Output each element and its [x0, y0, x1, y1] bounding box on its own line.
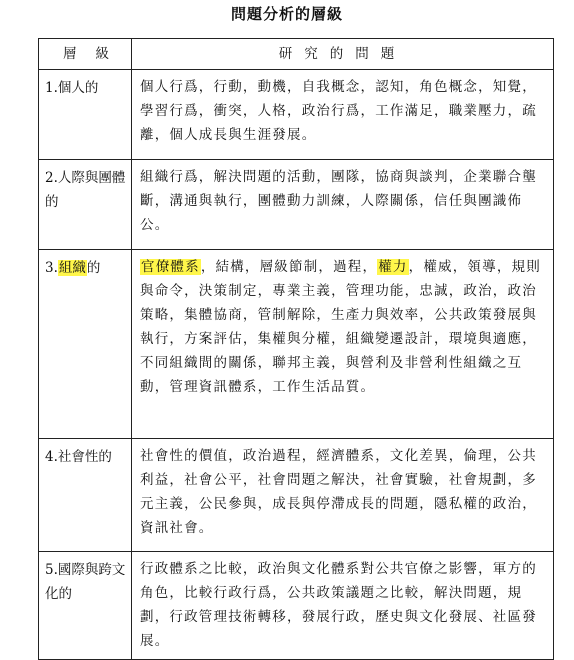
table-row: [39, 70, 554, 160]
table-header-row: [39, 39, 554, 70]
header-level-char-1: 層: [63, 46, 77, 62]
highlighted-term: 權力: [378, 259, 408, 275]
level-number: 1.: [45, 80, 58, 96]
highlighted-term: 官僚體系: [141, 259, 200, 275]
topic-text: ，權威，領導，規則與命令，決策制定，專業主義，管理功能，忠誠，政治，政治策略，集體協商，管制解除，生產力與效率，公共政策發展與執行，方案評估，集權與分權，組織變遷設計，環境與適應，不同組織間的關係，聯邦主義，與營利及非營利性組織之互動，管理資訊體系，工作生活品質。: [140, 259, 541, 395]
level-label: 人際與團體的: [45, 170, 126, 210]
analysis-levels-table: [38, 38, 554, 660]
level-cell: [39, 552, 132, 660]
header-topic-label: 研究的問題: [278, 46, 407, 62]
level-number: 3.: [45, 260, 58, 276]
header-topic: [132, 39, 554, 70]
level-cell: [39, 250, 132, 439]
table-row: [39, 552, 554, 660]
topic-cell: 個人行爲，行動，動機，自我概念，認知，角色概念，知覺，學習行爲，衝突，人格，政治行爲，工作滿足，職業壓力，疏離，個人成長與生涯發展。: [132, 70, 554, 160]
table-row: [39, 439, 554, 552]
topic-cell: 行政體系之比較，政治與文化體系對公共官僚之影響，軍方的角色，比較行政行爲，公共政策議題之比較，解決問題，規劃，行政管理技術轉移，發展行政，歷史與文化發展、社區發展。: [132, 552, 554, 660]
header-level-char-2: 級: [95, 46, 109, 62]
level-number: 2.: [45, 170, 58, 186]
level-number: 4.: [45, 449, 58, 465]
header-level: [39, 39, 132, 70]
level-cell: [39, 439, 132, 552]
level-label: 個人的: [57, 80, 99, 96]
level-label: 國際與跨文化的: [45, 562, 126, 602]
table-row: [39, 250, 554, 439]
topic-cell: 組織行爲，解決問題的活動，團隊，協商與談判，企業聯合壟斷，溝通與執行，團體動力訓練，人際關係，信任與團識佈公。: [132, 160, 554, 250]
level-label: 社會性的: [57, 449, 112, 465]
table-row: [39, 160, 554, 250]
topic-text: ，結構，層級節制，過程，: [200, 259, 378, 275]
level-cell: [39, 160, 132, 250]
topic-cell: [132, 250, 554, 439]
level-cell: [39, 70, 132, 160]
page-title: 問題分析的層級: [230, 5, 343, 23]
level-label-highlight: 組織: [58, 260, 86, 276]
level-label: 的: [86, 260, 101, 276]
topic-cell: 社會性的價值，政治過程，經濟體系，文化差異，倫理，公共利益，社會公平，社會問題之解決，社會實驗，社會規劃，多元主義，公民參與，成長與停滯成長的問題，隱私權的政治，資訊社會。: [132, 439, 554, 552]
level-number: 5.: [45, 562, 58, 578]
